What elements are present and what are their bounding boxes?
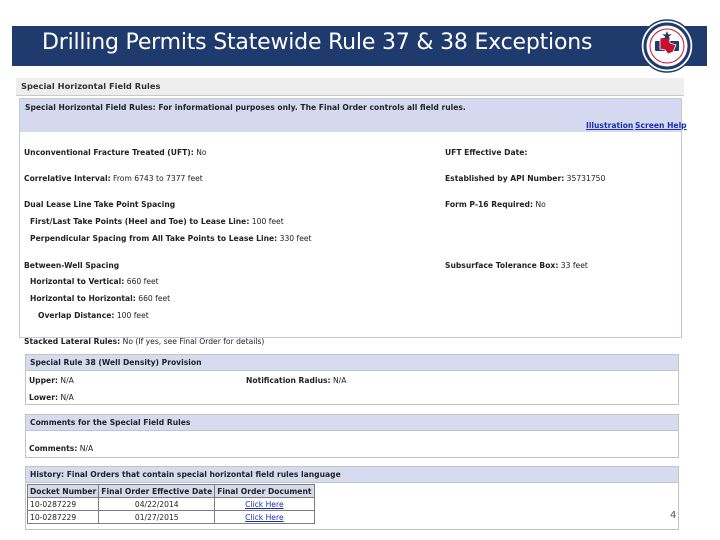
field-rules-panel (19, 98, 687, 338)
slide-page-number: 4 (670, 510, 677, 521)
agency-seal-logo (640, 19, 694, 73)
correlative-interval-label: Correlative Interval: (24, 174, 111, 183)
document-cell (215, 511, 314, 524)
history-header (26, 467, 678, 483)
lower-field (29, 393, 74, 402)
api-number-field (445, 174, 605, 183)
document-cell (215, 498, 314, 511)
slide-title: Drilling Permits Statewide Rule 37 & 38 Exceptions (42, 30, 593, 55)
screen-header-title: Special Horizontal Field Rules (21, 81, 161, 91)
api-number-value: 35731750 (566, 174, 606, 183)
overlap-label: Overlap Distance: (38, 311, 115, 320)
upper-value: N/A (60, 376, 74, 385)
between-well-heading (24, 261, 119, 270)
first-last-field (30, 217, 284, 226)
perpendicular-field (30, 234, 312, 243)
first-last-label: First/Last Take Points (Heel and Toe) to Lease Line: (30, 217, 250, 226)
comments-panel (25, 414, 679, 458)
perpendicular-value: 330 feet (279, 234, 312, 243)
comments-title: Comments for the Special Field Rules (30, 418, 191, 427)
perpendicular-label: Perpendicular Spacing from All Take Points to Lease Line: (30, 234, 278, 243)
table-row (28, 511, 315, 524)
correlative-interval-field (24, 174, 203, 183)
effective-date-cell: 04/22/2014 (99, 498, 215, 511)
h2h-field (30, 294, 170, 303)
p16-value: No (535, 200, 546, 209)
slide-title-bar (12, 26, 707, 66)
stacked-lateral-label: Stacked Lateral Rules: (24, 337, 121, 346)
field-rules-screenshot (16, 78, 687, 530)
docket-number-cell: 10-0287229 (28, 498, 99, 511)
subsurface-field (445, 261, 588, 270)
upper-field (29, 376, 74, 385)
notification-radius-value: N/A (332, 376, 347, 385)
notification-radius-label: Notification Radius: (246, 376, 331, 385)
screen-help-link[interactable]: Screen Help (635, 121, 687, 130)
uft-field (24, 148, 207, 157)
comments-field (29, 444, 93, 453)
overlap-field (38, 311, 149, 320)
table-row (28, 498, 315, 511)
comments-value: N/A (79, 444, 94, 453)
stacked-lateral-field (24, 337, 264, 346)
final-order-document-link[interactable]: Click Here (245, 499, 284, 509)
h2v-value: 660 feet (126, 277, 159, 286)
illustration-link[interactable]: Illustration (586, 121, 634, 130)
p16-label: Form P-16 Required: (445, 200, 534, 209)
screen-header (16, 78, 684, 96)
docket-number-cell: 10-0287229 (28, 511, 99, 524)
comments-header (26, 415, 678, 431)
column-header: Final Order Document (215, 485, 314, 498)
p16-field (445, 200, 546, 209)
between-well-label: Between-Well Spacing (24, 261, 120, 270)
uft-date-field (445, 148, 527, 157)
subsurface-value: 33 feet (560, 261, 588, 270)
panel-header (20, 99, 687, 132)
column-header: Final Order Effective Date (99, 485, 215, 498)
final-order-document-link[interactable]: Click Here (245, 512, 284, 522)
panel-note: Special Horizontal Field Rules: For informational purposes only. The Final Order controls all field rules. (25, 103, 466, 112)
column-header: Docket Number (28, 485, 99, 498)
lower-label: Lower: (29, 393, 59, 402)
uft-label: Unconventional Fracture Treated (UFT): (24, 148, 194, 157)
history-title: History: Final Orders that contain special horizontal field rules language (30, 470, 341, 479)
final-orders-table (27, 484, 315, 524)
rule38-title: Special Rule 38 (Well Density) Provision (30, 358, 202, 367)
table-header-row (28, 485, 315, 498)
rule38-header (26, 355, 678, 371)
overlap-value: 100 feet (116, 311, 149, 320)
rule38-panel (25, 354, 679, 405)
stacked-lateral-value: No (If yes, see Final Order for details) (122, 337, 265, 346)
correlative-interval-value: From 6743 to 7377 feet (113, 174, 203, 183)
h2v-field (30, 277, 159, 286)
first-last-value: 100 feet (251, 217, 284, 226)
uft-date-label: UFT Effective Date: (445, 148, 528, 157)
dual-lease-label: Dual Lease Line Take Point Spacing (24, 200, 176, 209)
notification-radius-field (246, 376, 346, 385)
upper-label: Upper: (29, 376, 58, 385)
comments-label: Comments: (29, 444, 78, 453)
h2h-value: 660 feet (138, 294, 171, 303)
api-number-label: Established by API Number: (445, 174, 565, 183)
uft-value: No (196, 148, 207, 157)
lower-value: N/A (60, 393, 74, 402)
dual-lease-heading (24, 200, 175, 209)
h2h-label: Horizontal to Horizontal: (30, 294, 136, 303)
effective-date-cell: 01/27/2015 (99, 511, 215, 524)
h2v-label: Horizontal to Vertical: (30, 277, 125, 286)
subsurface-label: Subsurface Tolerance Box: (445, 261, 559, 270)
